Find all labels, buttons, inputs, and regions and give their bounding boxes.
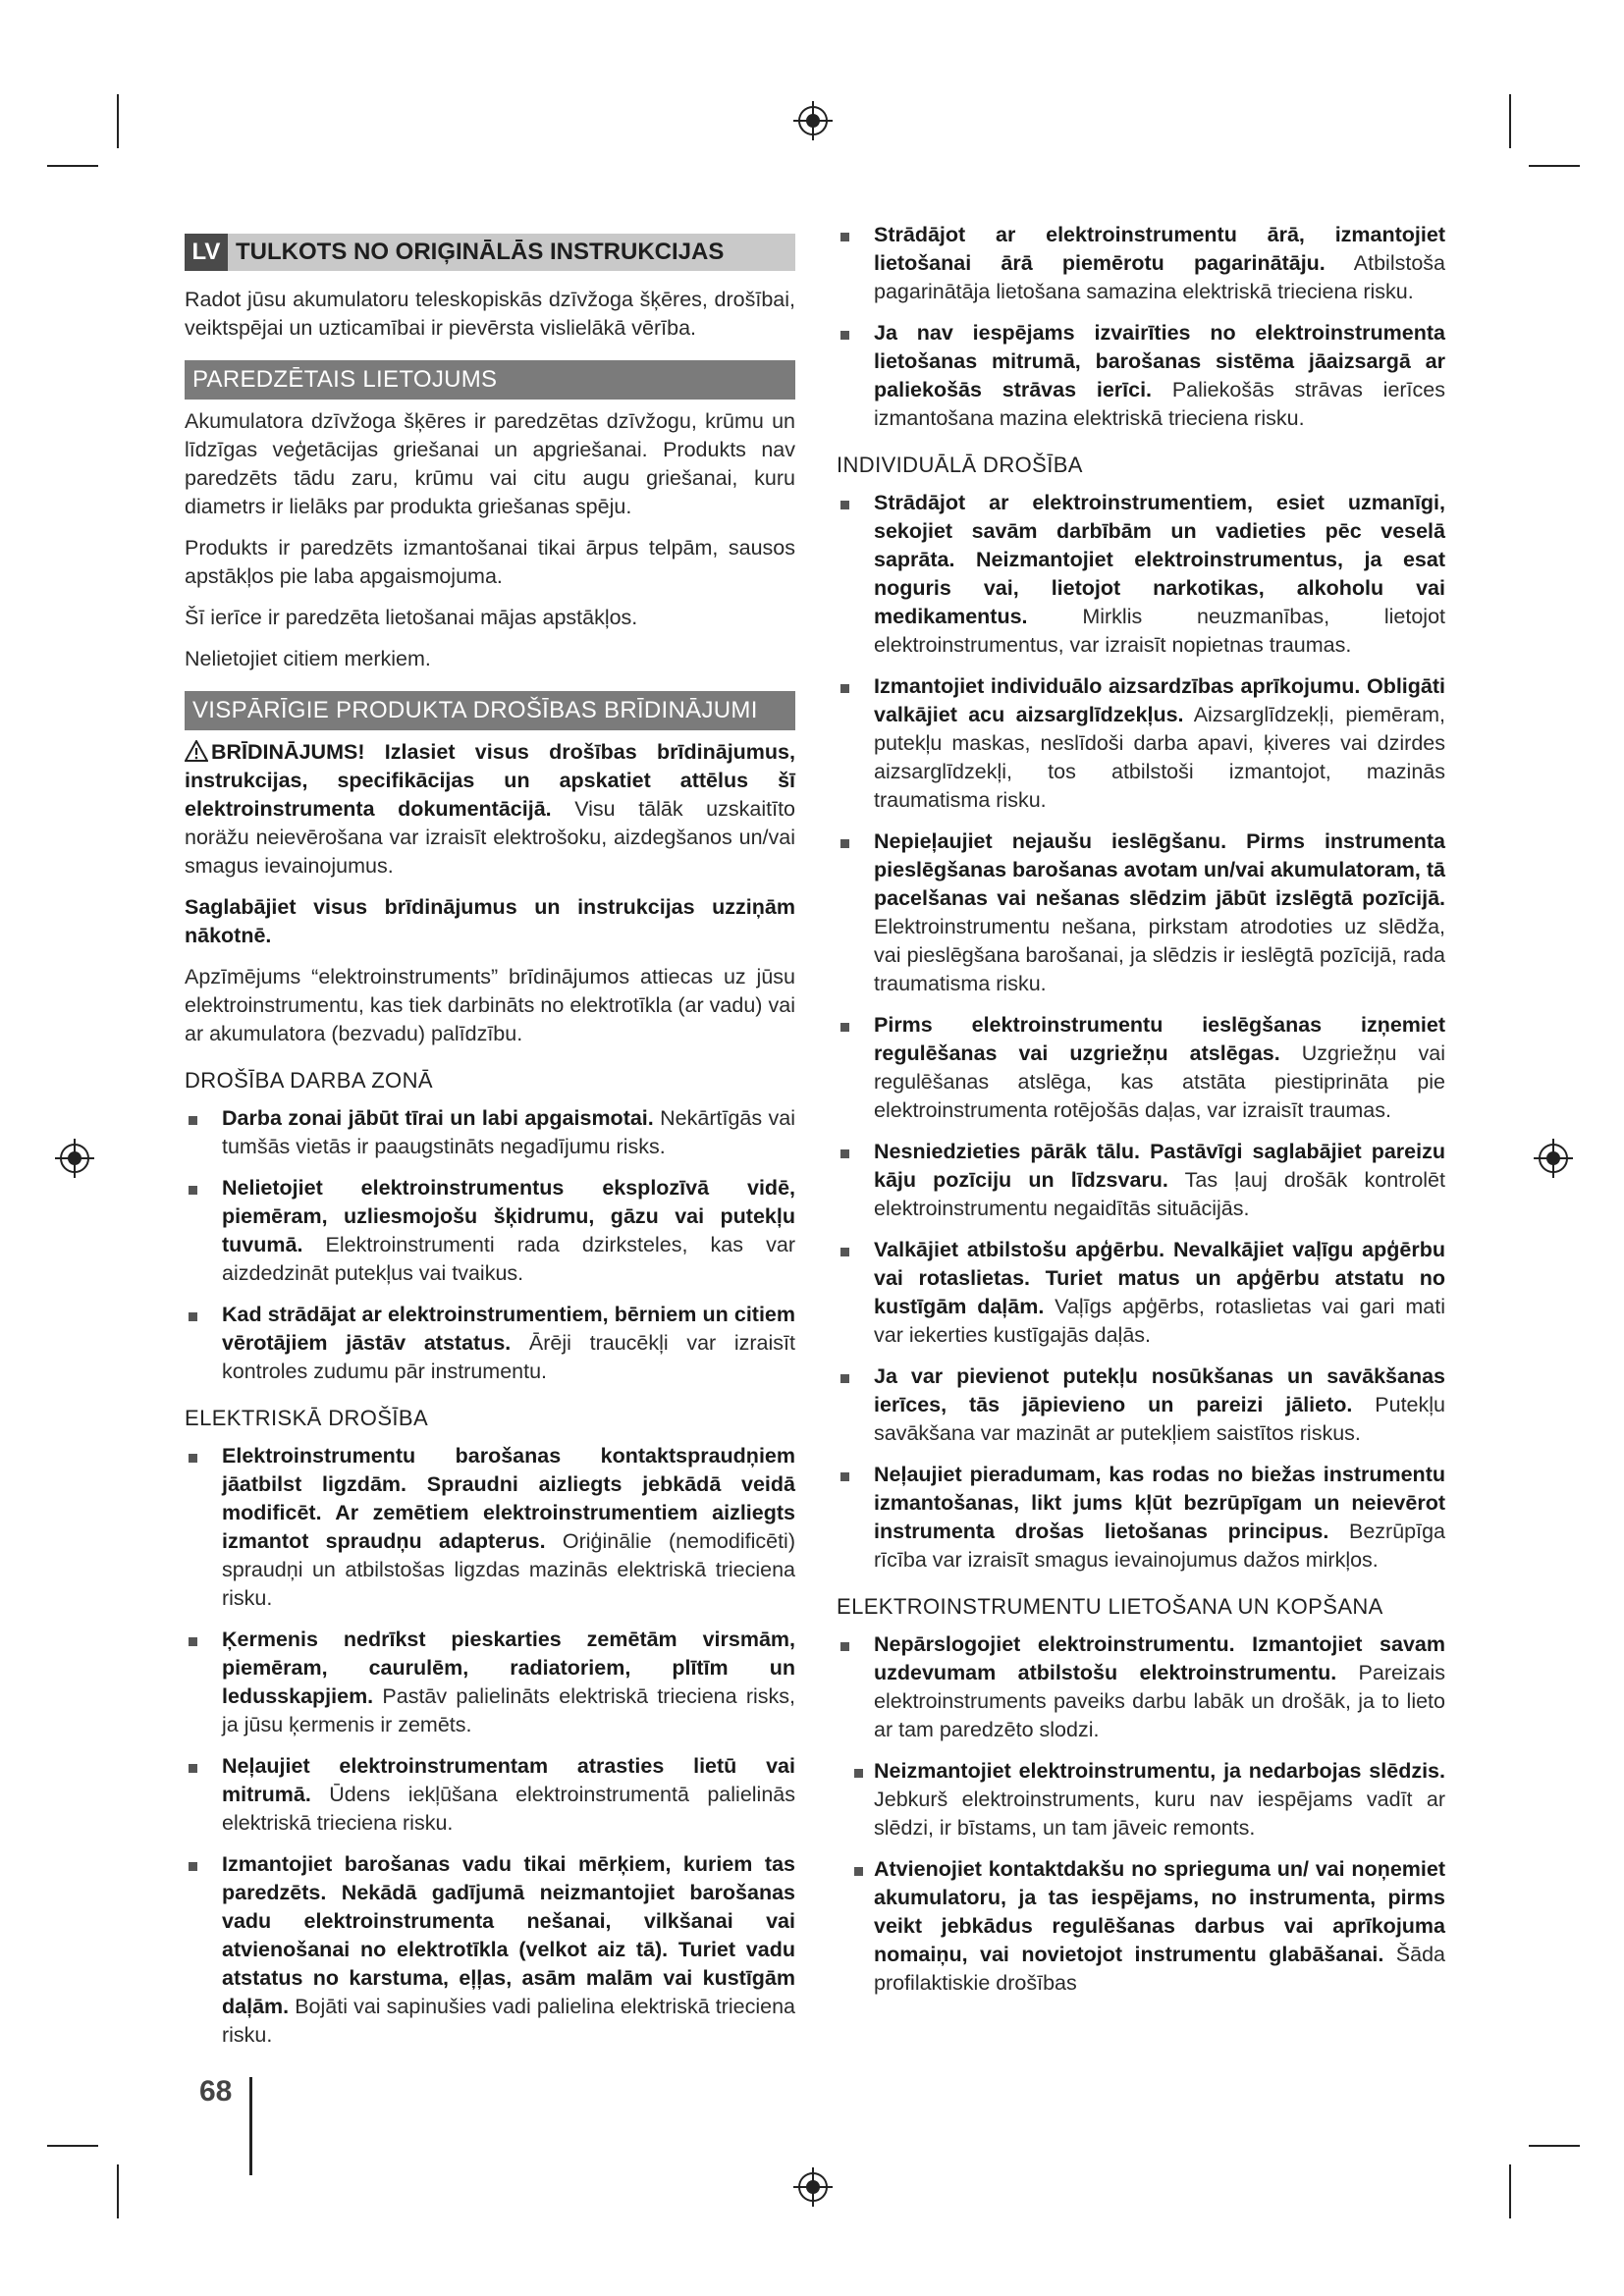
item-bold: Elektroinstrumentu barošanas kontaktspraudņiem jāatbilst ligzdām. Spraudni aizliegts jebkādā veidā modificēt. Ar zemētiem elektroinstrumentiem aizliegts izmantot spraudņu adapterus.: [222, 1444, 795, 1553]
item-text: Pastāv palielināts elektriskā trieciena risks, ja jūsu ķermenis ir zemēts.: [222, 1684, 795, 1736]
page-number: 68: [199, 2075, 233, 2108]
bullet-square-icon: [189, 1637, 197, 1646]
page-number-divider: [249, 2077, 252, 2175]
language-tag: LV: [185, 234, 228, 271]
crop-mark: [1509, 94, 1511, 148]
item-bold: Izmantojiet individuālo aizsardzības aprīkojumu. Obligāti valkājiet acu aizsarglīdzekļus.: [874, 674, 1445, 726]
list-item: [837, 319, 1445, 433]
intended-use-paragraph: Šī ierīce ir paredzēta lietošanai mājas apstākļos.: [185, 606, 638, 629]
item-text: Bojāti vai sapinušies vadi palielina elektriskā trieciena risku.: [222, 1995, 795, 2047]
list-item: [837, 1757, 1445, 1842]
registration-mark-icon: [53, 1137, 96, 1180]
list-item: [185, 1174, 795, 1288]
list-item: [837, 1630, 1445, 1744]
intended-use-paragraph: Nelietojiet citiem merkiem.: [185, 647, 431, 670]
work-area-heading: DROŠĪBA DARBA ZONĀ: [185, 1068, 433, 1093]
item-bold: Ja nav iespējams izvairīties no elektroinstrumenta lietošanas mitrumā, barošanas sistēma jāaizsargā ar paliekošās strāvas ierīci.: [874, 321, 1445, 401]
warning-triangle-icon: [185, 740, 208, 762]
right-column: [837, 221, 1445, 2010]
item-text: Uzgriežņu vai regulēšanas atslēga, kas atstāta piestiprināta pie elektroinstrumenta rotējošās daļas, var izraisīt traumas.: [874, 1041, 1445, 1122]
item-text: Jebkurš elektroinstruments, kuru nav iespējams vadīt ar slēdzi, ir bīstams, un tam jāveic remonts.: [874, 1788, 1445, 1840]
item-text: Mirklis neuzmanības, lietojot elektroinstrumentus, var izraisīt nopietnas traumas.: [874, 605, 1445, 657]
list-item: [185, 1752, 795, 1838]
item-bold: Ķermenis nedrīkst pieskarties zemētām virsmām, piemēram, caurulēm, radiatoriem, plītīm un ledusskapjiem.: [222, 1628, 795, 1708]
item-bold: Neļaujiet elektroinstrumentam atrasties lietū vai mitrumā.: [222, 1754, 795, 1806]
list-item: [185, 1626, 795, 1739]
crop-mark: [1529, 165, 1580, 167]
list-item: [837, 1362, 1445, 1448]
item-text: Ūdens iekļūšana elektroinstrumentā palielinās elektriskā trieciena risku.: [222, 1783, 795, 1835]
item-bold: Pirms elektroinstrumentu ieslēgšanas izņemiet regulēšanas vai uzgriežņu atslēgas.: [874, 1013, 1445, 1065]
bullet-square-icon: [854, 1769, 863, 1778]
bullet-square-icon: [189, 1454, 197, 1463]
list-item: [837, 1855, 1445, 1998]
list-item: [837, 1236, 1445, 1350]
item-text: Putekļu savākšana var mazināt ar putekļiem saistītos riskus.: [874, 1393, 1445, 1445]
bullet-square-icon: [840, 1374, 849, 1383]
bullet-square-icon: [840, 839, 849, 848]
warning-bold: BRĪDINĀJUMS! Izlasiet visus drošības brīdinājumus, instrukcijas, specifikācijas un apskatiet attēlus šī elektroinstrumenta dokumentācijā.: [185, 740, 795, 821]
item-text: Elektroinstrumenti rada dzirksteles, kas var aizdedzināt putekļus vai tvaikus.: [222, 1233, 795, 1285]
bullet-square-icon: [840, 684, 849, 693]
item-bold: Strādājot ar elektroinstrumentiem, esiet uzmanīgi, sekojiet savām darbībām un vadieties pēc veselā saprāta. Neizmantojiet elektroinstrumentus, ja esat noguris vai, lietojot narkotikas, alkoholu vai medikamentus.: [874, 491, 1445, 628]
personal-heading: INDIVIDUĀLĀ DROŠĪBA: [837, 453, 1083, 477]
intended-use-heading: PAREDZĒTAIS LIETOJUMS: [185, 360, 795, 400]
item-bold: Atvienojiet kontaktdakšu no sprieguma un/ vai noņemiet akumulatoru, ja tas iespējams, no instrumenta, pirms veikt jebkādus regulēšanas darbus vai aprīkojuma nomaiņu, vai novietojot instrumentu glabāšanai.: [874, 1857, 1445, 1966]
item-bold: Valkājiet atbilstošu apģērbu. Nevalkājiet vaļīgu apģērbu vai rotaslietas. Turiet matus un apģērbu atstatu no kustīgām daļām.: [874, 1238, 1445, 1318]
left-column: [185, 224, 795, 2062]
warning-text: Visu tālāk uzskaitīto noräžu neievērošana var izraisīt elektrošoku, aizdegšanos un/vai smagus ievainojumus.: [185, 797, 795, 878]
bullet-square-icon: [840, 501, 849, 509]
bullet-square-icon: [189, 1764, 197, 1773]
crop-mark: [47, 2145, 98, 2147]
item-bold: Nesniedzieties pārāk tālu. Pastāvīgi saglabājiet pareizu kāju pozīciju un līdzsvaru.: [874, 1140, 1445, 1192]
translation-title: TULKOTS NO ORIĢINĀLĀS INSTRUKCIJAS: [236, 239, 725, 265]
general-warnings-heading: VISPĀRĪGIE PRODUKTA DROŠĪBAS BRĪDINĀJUMI: [185, 691, 795, 730]
bullet-square-icon: [840, 1642, 849, 1651]
bullet-square-icon: [854, 1867, 863, 1876]
crop-mark: [1509, 2164, 1511, 2218]
item-text: Nekārtīgās vai tumšās vietās ir paaugstināts negadījumu risks.: [222, 1106, 795, 1158]
list-item: [185, 1301, 795, 1386]
item-bold: Strādājot ar elektroinstrumentu ārā, izmantojiet lietošanai ārā piemērotu pagarinātāju.: [874, 223, 1445, 275]
registration-mark-icon: [791, 2165, 835, 2209]
item-bold: Nelietojiet elektroinstrumentus eksplozīvā vidē, piemēram, uzliesmojošu šķidrumu, gāzu vai putekļu tuvumā.: [222, 1176, 795, 1256]
bullet-square-icon: [840, 1472, 849, 1481]
list-item: [837, 828, 1445, 998]
list-item: [837, 1138, 1445, 1223]
item-bold: Neizmantojiet elektroinstrumentu, ja nedarbojas slēdzis.: [874, 1759, 1445, 1783]
intended-use-paragraph: Produkts ir paredzēts izmantošanai tikai ārpus telpām, sausos apstākļos pie laba apgaismojuma.: [185, 536, 795, 588]
bullet-square-icon: [840, 1248, 849, 1256]
crop-mark: [1529, 2145, 1580, 2147]
item-text: Šāda profilaktiskie drošības: [874, 1943, 1445, 1995]
bullet-square-icon: [840, 1023, 849, 1032]
list-item: [837, 489, 1445, 660]
item-text: Aizsarglīdzekļi, piemēram, putekļu maskas, neslīdoši darba apavi, ķiveres vai dzirdes aizsarglīdzekļi, tos atbilstoši izmantojot, mazinās traumatisma risku.: [874, 703, 1445, 812]
list-item: [837, 1461, 1445, 1575]
electrical-heading: ELEKTRISKĀ DROŠĪBA: [185, 1406, 429, 1430]
item-text: Pareizais elektroinstruments paveiks darbu labāk un drošāk, ja to lieto ar tam paredzēto slodzi.: [874, 1661, 1445, 1741]
save-instructions: [185, 893, 795, 950]
intro-paragraph: Radot jūsu akumulatoru teleskopiskās dzīvžoga šķēres, drošībai, veiktspējai un uzticamībai ir pievērsta vislielākā vērība.: [185, 288, 795, 340]
registration-mark-icon: [1532, 1137, 1575, 1180]
item-text: Oriģinālie (nemodificēti) spraudņi un atbilstošas ligzdas mazinās elektriskā trieciena risku.: [222, 1529, 795, 1610]
list-item: [185, 1850, 795, 2050]
bullet-square-icon: [189, 1186, 197, 1195]
item-text: Paliekošās strāvas ierīces izmantošana mazina elektriskā trieciena risku.: [874, 378, 1445, 430]
item-bold: Kad strādājat ar elektroinstrumentiem, bērniem un citiem vērotājiem jāstāv atstatus.: [222, 1303, 795, 1355]
item-text: Vaļīgs apģērbs, rotaslietas vai gari mati var iekerties kustīgajās daļās.: [874, 1295, 1445, 1347]
bullet-square-icon: [189, 1116, 197, 1125]
item-bold: Ja var pievienot putekļu nosūkšanas un savākšanas ierīces, tās jāpievieno un pareizi jālieto.: [874, 1364, 1445, 1416]
list-item: [185, 1104, 795, 1161]
bullet-square-icon: [840, 331, 849, 340]
item-text: Tas ļauj drošāk kontrolēt elektroinstrumentu negaidītās situācijās.: [874, 1168, 1445, 1220]
item-bold: Neļaujiet pieradumam, kas rodas no biežas instrumentu izmantošanas, likt jums kļūt bezrūpīgam un neievērot instrumenta drošas lietošanas principus.: [874, 1463, 1445, 1543]
list-item: [837, 221, 1445, 306]
item-bold: Nepieļaujiet nejaušu ieslēgšanu. Pirms instrumenta pieslēgšanas barošanas avotam un/vai akumulatoram, tā pacelšanas vai nešanas slēdzim jābūt izslēgtā pozīcijā.: [874, 829, 1445, 910]
list-item: [185, 1442, 795, 1613]
registration-mark-icon: [791, 99, 835, 142]
use-care-heading: ELEKTROINSTRUMENTU LIETOŠANA UN KOPŠANA: [837, 1594, 1383, 1619]
bullet-square-icon: [189, 1312, 197, 1321]
bullet-square-icon: [840, 1149, 849, 1158]
definition-paragraph: Apzīmējums “elektroinstruments” brīdinājumos attiecas uz jūsu elektroinstrumentu, kas tiek darbināts no elektrotīkla (ar vadu) vai ar akumulatora (bezvadu) palīdzību.: [185, 965, 795, 1045]
crop-mark: [117, 2164, 119, 2218]
item-text: Atbilstoša pagarinātāja lietošana samazina elektriskā trieciena risku.: [874, 251, 1445, 303]
save-bold: Saglabājiet visus brīdinājumus un instrukcijas uzziņām nākotnē.: [185, 895, 795, 947]
warning-paragraph: [185, 738, 795, 881]
intended-use-paragraph: Akumulatora dzīvžoga šķēres ir paredzētas dzīvžogu, krūmu un līdzīgas veģetācijas griešanai un apgriešanai. Produkts nav paredzēts tādu zaru, krūmu vai citu augu griešanai, kuru diametrs ir lielāks par produkta griešanas spēju.: [185, 409, 795, 518]
list-item: [837, 1011, 1445, 1125]
crop-mark: [47, 165, 98, 167]
item-bold: Nepārslogojiet elektroinstrumentu. Izmantojiet savam uzdevumam atbilstošu elektroinstrumentu.: [874, 1632, 1445, 1684]
bullet-square-icon: [189, 1862, 197, 1871]
translation-header: [185, 234, 795, 271]
item-bold: Darba zonai jābūt tīrai un labi apgaismotai.: [222, 1106, 654, 1130]
list-item: [837, 672, 1445, 815]
bullet-square-icon: [840, 233, 849, 241]
item-text: Elektroinstrumentu nešana, pirkstam atrodoties uz slēdža, vai pieslēgšana barošanai, ja slēdzis ir ieslēgtā pozīcijā, rada traumatisma risku.: [874, 915, 1445, 995]
crop-mark: [117, 94, 119, 148]
item-bold: Izmantojiet barošanas vadu tikai mērķiem, kuriem tas paredzēts. Nekādā gadījumā neizmantojiet barošanas vadu elektroinstrumenta nešanai, vilkšanai vai atvienošanai no elektrotīkla (velkot aiz tā). Turiet vadu atstatus no karstuma, eļļas, asām malām vai kustīgām daļām.: [222, 1852, 795, 2018]
item-text: Ārēji traucēkļi var izraisīt kontroles zudumu pār instrumentu.: [222, 1331, 795, 1383]
item-text: Bezrūpīga rīcība var izraisīt smagus ievainojumus dažos mirkļos.: [874, 1520, 1446, 1572]
